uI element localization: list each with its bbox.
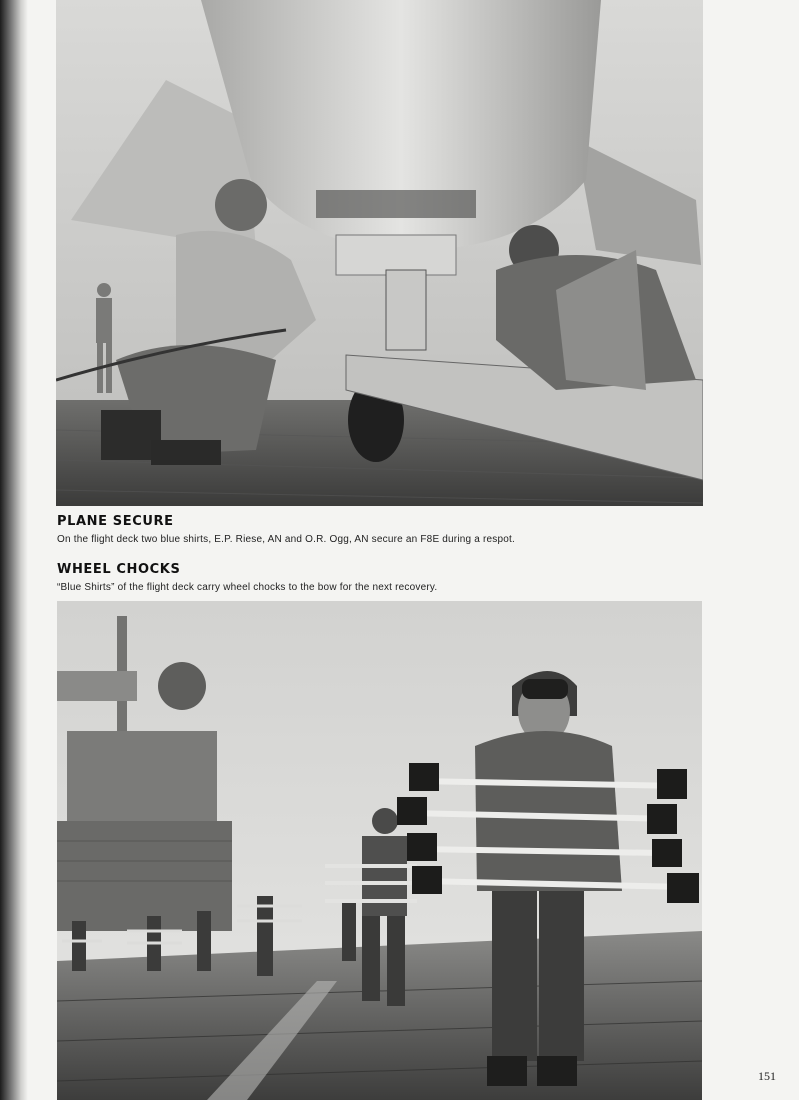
plane-secure-heading: PLANE SECURE [57,514,174,529]
wheel-chocks-photo [57,601,702,1100]
radar-dish [158,662,206,710]
wheel-chocks-caption: “Blue Shirts” of the flight deck carry wheel chocks to the bow for the next recovery. [57,582,438,593]
page-number: 151 [758,1069,776,1083]
plane-secure-caption: On the flight deck two blue shirts, E.P. Riese, AN and O.R. Ogg, AN secure an F8E during a respot. [57,534,515,545]
wheel-chocks-heading: WHEEL CHOCKS [57,562,181,577]
goggles [522,679,568,699]
wheel-chocks-illustration [57,601,702,1100]
plane-secure-illustration [56,0,703,506]
book-spine-shadow [0,0,28,1100]
plane-secure-photo [56,0,703,506]
